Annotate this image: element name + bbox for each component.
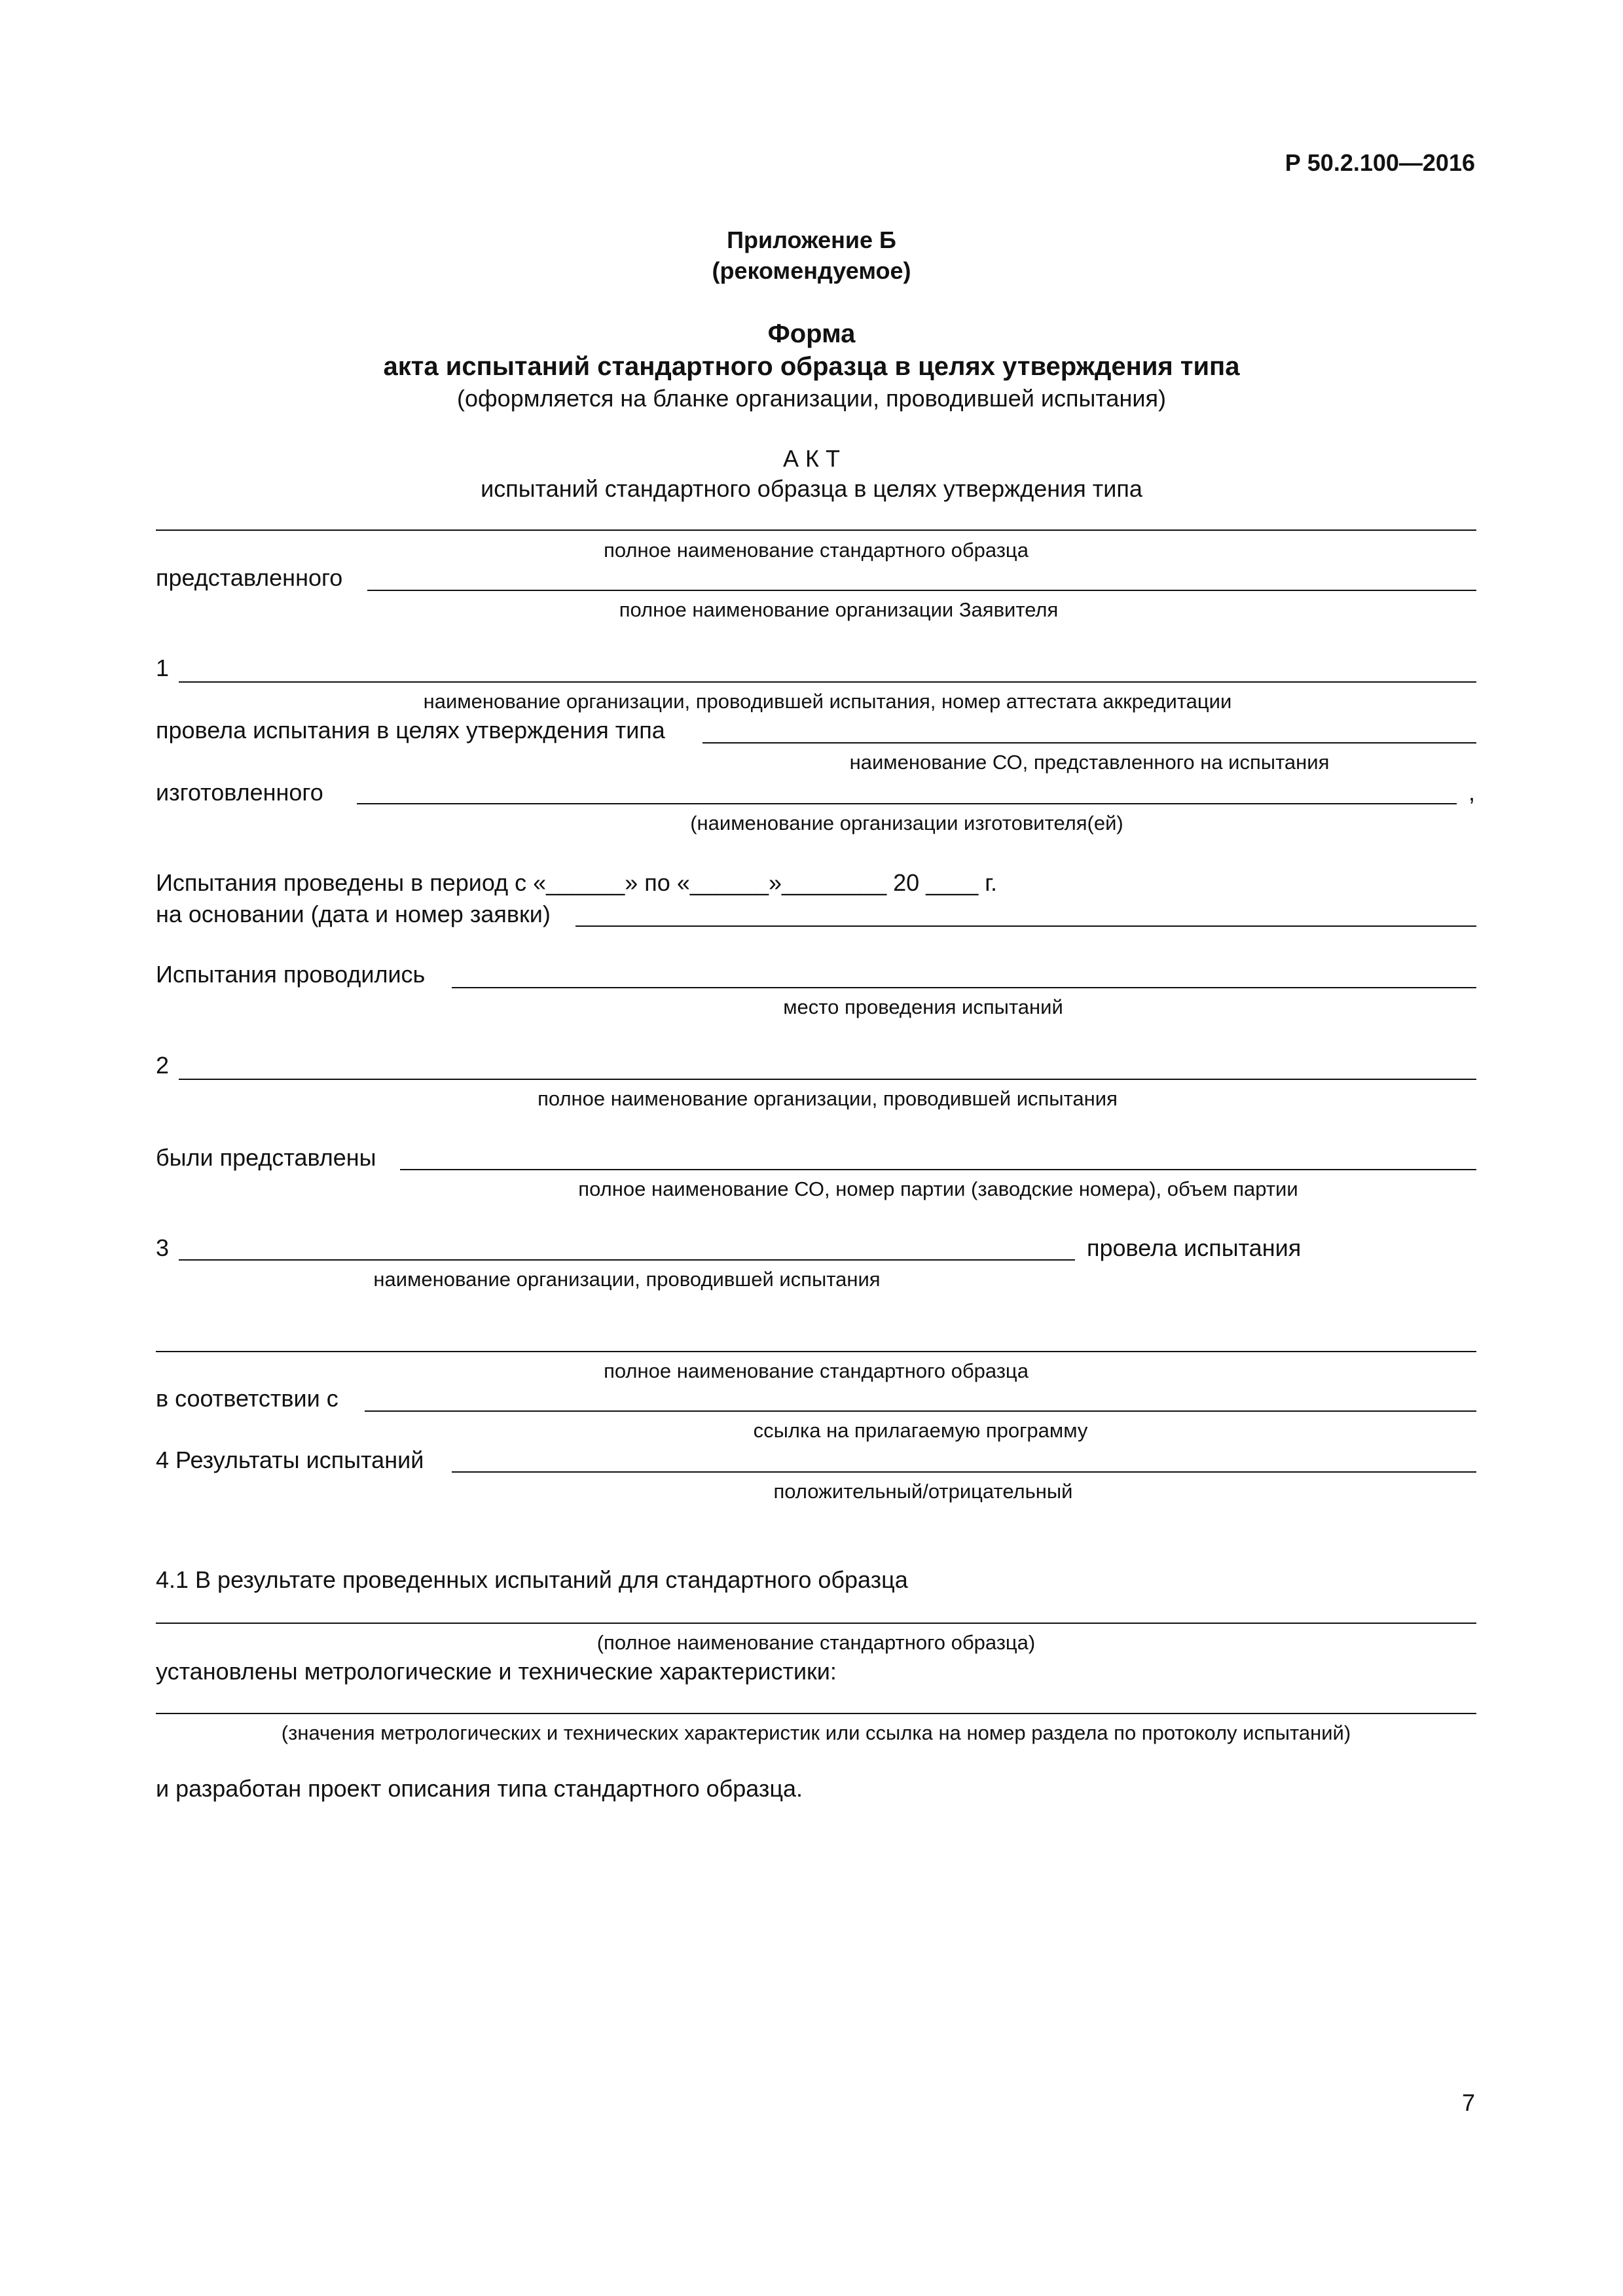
form-subtitle: акта испытаний стандартного образца в целях утверждения типа: [383, 352, 1240, 381]
caption-values: (значения метрологических и технических характеристик или ссылка на номер раздела по протоколу испытаний): [281, 1721, 1351, 1744]
label-results: 4 Результаты испытаний: [156, 1446, 424, 1473]
label-tested-suffix: провела испытания: [1087, 1234, 1302, 1261]
appendix-title: Приложение Б: [727, 226, 896, 253]
page-number: 7: [1461, 2089, 1475, 2116]
item-number-3: 3: [156, 1234, 170, 1261]
field-line-so-name[interactable]: [156, 529, 1476, 531]
paragraph-4-1: 4.1 В результате проведенных испытаний для стандартного образца: [156, 1566, 908, 1593]
appendix-status: (рекомендуемое): [712, 257, 911, 284]
caption-org-tested: наименование организации, проводившей испытания: [373, 1268, 881, 1291]
field-line-place[interactable]: [452, 987, 1476, 988]
field-line-org-full[interactable]: [179, 1079, 1476, 1080]
caption-so-presented: наименование СО, представленного на испытания: [849, 751, 1330, 774]
item-number-1: 1: [156, 655, 170, 681]
field-line-so-paren[interactable]: [156, 1623, 1476, 1624]
field-line-manufacturer[interactable]: [357, 803, 1457, 804]
field-line-so-name-2[interactable]: [156, 1351, 1476, 1352]
field-line-batch[interactable]: [400, 1169, 1476, 1170]
caption-program: ссылка на прилагаемую программу: [753, 1419, 1088, 1442]
label-tested: провела испытания в целях утверждения типа: [156, 717, 665, 744]
document-number: Р 50.2.100—2016: [1285, 149, 1475, 176]
caption-result: положительный/отрицательный: [773, 1480, 1073, 1503]
field-line-applicant[interactable]: [367, 590, 1476, 591]
caption-place: место проведения испытаний: [783, 996, 1063, 1018]
caption-org-accreditation: наименование организации, проводившей испытания, номер аттестата аккредитации: [423, 690, 1232, 713]
field-line-org-accreditation[interactable]: [179, 681, 1476, 683]
field-line-org-tested[interactable]: [179, 1259, 1075, 1261]
form-title: Форма: [767, 319, 856, 348]
field-line-program[interactable]: [365, 1410, 1476, 1412]
field-line-values[interactable]: [156, 1713, 1476, 1714]
caption-applicant: полное наименование организации Заявителя: [619, 598, 1059, 621]
form-note: (оформляется на бланке организации, проводившей испытания): [457, 385, 1166, 412]
caption-so-paren: (полное наименование стандартного образца): [596, 1631, 1036, 1654]
field-line-so-presented[interactable]: [702, 742, 1476, 744]
label-established: установлены метрологические и технические характеристики:: [156, 1658, 837, 1685]
label-manufactured: изготовленного: [156, 779, 323, 806]
label-submitted: были представлены: [156, 1144, 376, 1171]
period-line[interactable]: Испытания проведены в период с «______» по «______»________ 20 ____ г.: [156, 869, 998, 896]
field-line-result[interactable]: [452, 1471, 1476, 1473]
field-line-basis[interactable]: [575, 925, 1476, 927]
act-title: А К Т: [783, 445, 840, 472]
paragraph-final: и разработан проект описания типа стандартного образца.: [156, 1775, 803, 1802]
caption-org-full: полное наименование организации, проводившей испытания: [538, 1087, 1118, 1110]
caption-so-name-2: полное наименование стандартного образца: [604, 1359, 1029, 1382]
label-accordance: в соответствии с: [156, 1385, 338, 1412]
act-subtitle: испытаний стандартного образца в целях утверждения типа: [481, 475, 1142, 502]
caption-batch: полное наименование СО, номер партии (заводские номера), объем партии: [578, 1177, 1298, 1200]
label-basis: на основании (дата и номер заявки): [156, 901, 551, 927]
label-place: Испытания проводились: [156, 961, 426, 988]
caption-so-name: полное наименование стандартного образца: [604, 539, 1029, 562]
caption-manufacturer: (наименование организации изготовителя(ей): [690, 812, 1123, 834]
comma: ,: [1468, 779, 1476, 806]
label-presented: представленного: [156, 564, 343, 591]
item-number-2: 2: [156, 1052, 170, 1079]
